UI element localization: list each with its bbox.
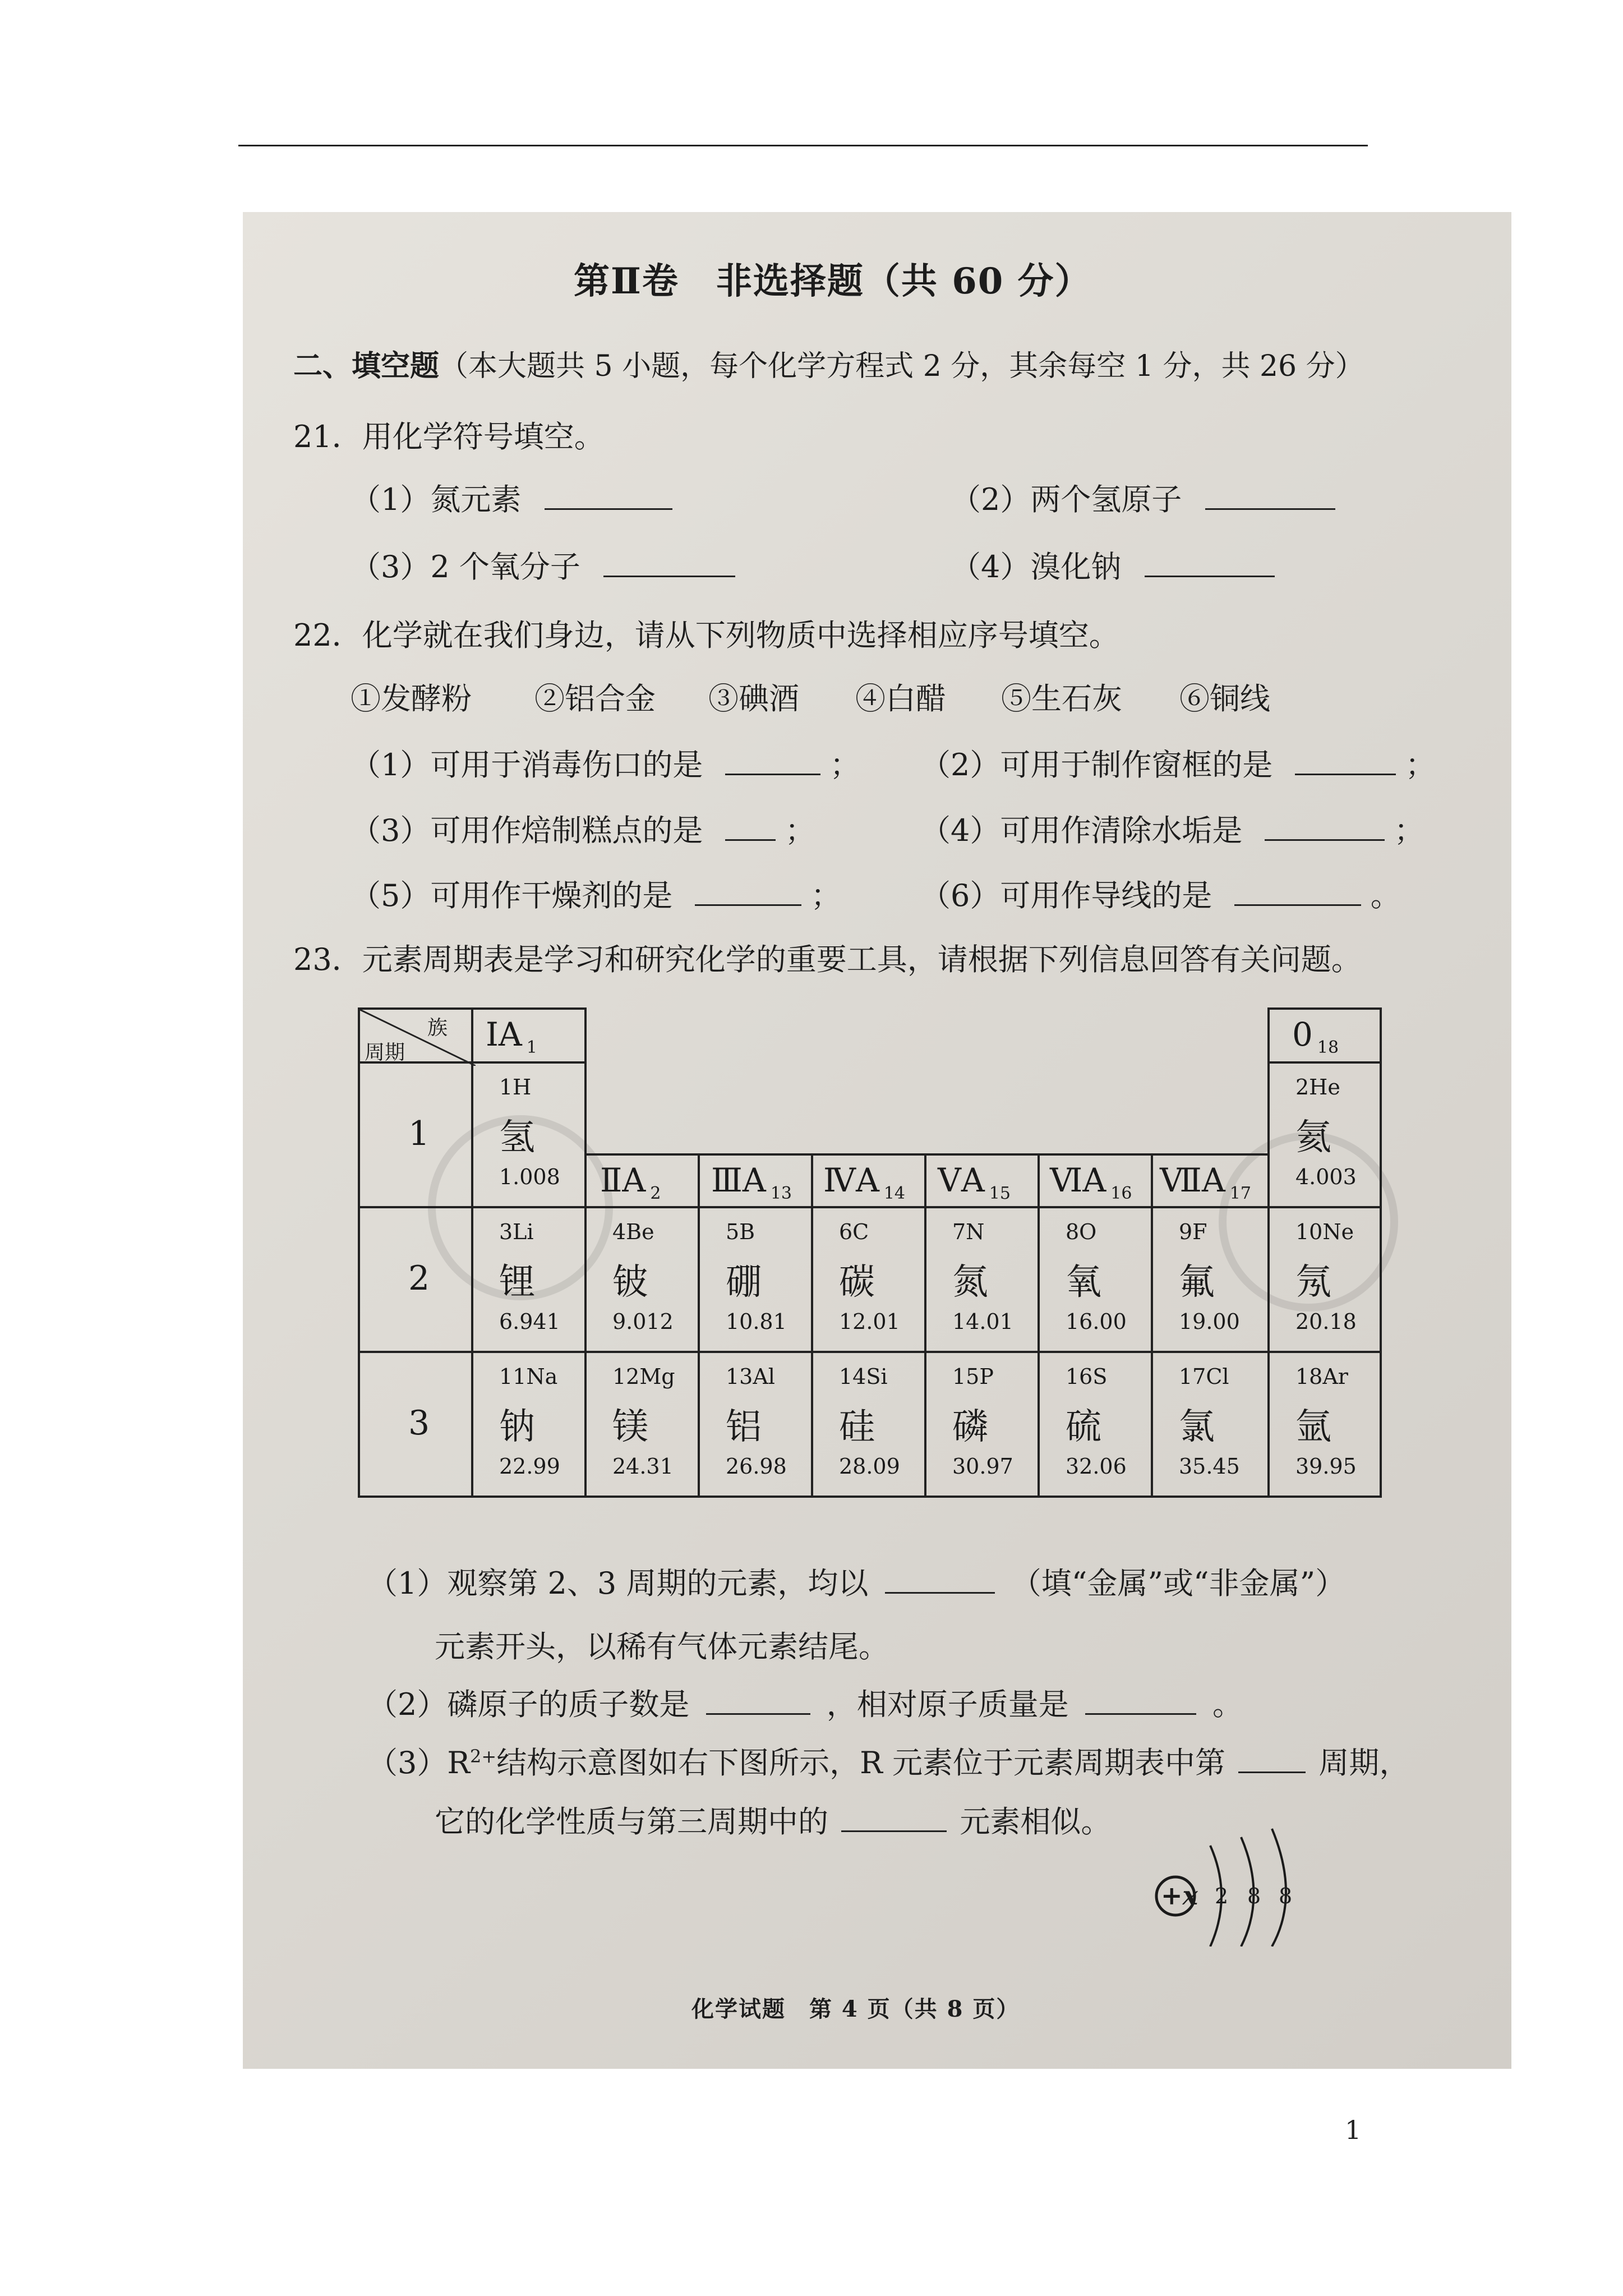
answer-blank[interactable] bbox=[1085, 1709, 1196, 1715]
group-header-via bbox=[1038, 1153, 1153, 1208]
element-mass: 28.09 bbox=[839, 1454, 900, 1479]
q23-stem: 23．元素周期表是学习和研究化学的重要工具，请根据下列信息回答有关问题。 bbox=[293, 942, 1362, 977]
element-name: 硫 bbox=[1066, 1406, 1101, 1448]
group-header-ia bbox=[471, 1007, 587, 1064]
period-label: 2 bbox=[408, 1259, 430, 1298]
period-cell-2 bbox=[358, 1206, 473, 1353]
q22-option-5: ⑤生石灰 bbox=[1001, 681, 1122, 716]
group-header-0 bbox=[1267, 1007, 1382, 1064]
element-mass: 30.97 bbox=[952, 1454, 1013, 1479]
element-symbol: 7N bbox=[952, 1220, 985, 1244]
q22-option-1: ①发酵粉 bbox=[351, 681, 472, 716]
element-mass: 9.012 bbox=[612, 1309, 674, 1334]
element-name: 硅 bbox=[839, 1406, 875, 1448]
group-label: ⅡA $_2$ bbox=[600, 1161, 661, 1203]
q22-item-6-label: （6）可用作导线的是 bbox=[920, 878, 1212, 913]
q22-stem: 22．化学就在我们身边，请从下列物质中选择相应序号填空。 bbox=[293, 618, 1119, 653]
q22-option-3: ③碘酒 bbox=[708, 681, 799, 716]
section-heading-label: 二、填空题 bbox=[293, 349, 440, 383]
group-header-iiia bbox=[698, 1153, 813, 1208]
q23-sub3-line2 bbox=[435, 1798, 1111, 1841]
group-label: ⅥA $_{16}$ bbox=[1050, 1161, 1132, 1203]
group-label: ⅣA $_{14}$ bbox=[823, 1161, 906, 1203]
answer-blank[interactable] bbox=[1145, 572, 1275, 577]
answer-blank[interactable] bbox=[885, 1588, 995, 1594]
answer-blank[interactable] bbox=[706, 1709, 810, 1715]
q23-sub3-text-e: 元素相似。 bbox=[960, 1804, 1112, 1839]
answer-blank[interactable] bbox=[841, 1826, 947, 1832]
element-name: 氩 bbox=[1295, 1406, 1331, 1448]
atom-shell-count: 8 bbox=[1279, 1884, 1293, 1908]
element-mass: 12.01 bbox=[839, 1309, 900, 1334]
q22-item-1 bbox=[351, 741, 860, 784]
group-header-iia bbox=[584, 1153, 700, 1208]
element-cell-cl bbox=[1151, 1351, 1270, 1498]
q22-item-5 bbox=[351, 872, 841, 915]
answer-blank[interactable] bbox=[1265, 835, 1385, 841]
atom-structure-diagram bbox=[1149, 1818, 1311, 1947]
q22-semicolon: ； bbox=[810, 878, 841, 913]
element-name: 氯 bbox=[1179, 1406, 1215, 1448]
q23-sub2-text-c: 。 bbox=[1212, 1687, 1243, 1722]
element-symbol: 3Li bbox=[499, 1220, 534, 1244]
element-cell-ne bbox=[1267, 1206, 1382, 1353]
q23-sub3-text-b: 结构示意图如右下图所示，R 元素位于元素周期表中第 bbox=[496, 1745, 1226, 1780]
element-cell-h bbox=[471, 1061, 587, 1208]
element-symbol: 11Na bbox=[499, 1364, 558, 1389]
element-symbol: 8O bbox=[1066, 1220, 1097, 1244]
element-cell-n bbox=[924, 1206, 1040, 1353]
element-name: 锂 bbox=[499, 1262, 535, 1303]
element-cell-p bbox=[924, 1351, 1040, 1498]
element-mass: 6.941 bbox=[499, 1309, 560, 1334]
q21-stem: 21．用化学符号填空。 bbox=[293, 419, 605, 454]
element-mass: 20.18 bbox=[1295, 1309, 1357, 1334]
q23-sub1-text-b: （填“金属”或“非金属”） bbox=[1011, 1566, 1346, 1601]
corner-group-label: 族 bbox=[427, 1016, 448, 1039]
q21-item-3 bbox=[351, 543, 735, 586]
q21-item-1-label: （1）氮元素 bbox=[351, 482, 522, 517]
q22-item-1-label: （1）可用于消毒伤口的是 bbox=[351, 747, 703, 783]
element-name: 碳 bbox=[839, 1262, 875, 1303]
element-mass: 14.01 bbox=[952, 1309, 1013, 1334]
section-title: 第Ⅱ卷 非选择题（共 60 分） bbox=[574, 260, 1092, 302]
group-header-viia bbox=[1151, 1153, 1270, 1208]
exam-page-photo bbox=[243, 212, 1511, 2069]
element-cell-he bbox=[1267, 1061, 1382, 1208]
element-name: 氢 bbox=[499, 1117, 535, 1158]
element-symbol: 10Ne bbox=[1295, 1220, 1354, 1244]
element-name: 氦 bbox=[1295, 1117, 1331, 1158]
period-label: 1 bbox=[408, 1114, 430, 1153]
group-header-iva bbox=[811, 1153, 926, 1208]
answer-blank[interactable] bbox=[545, 504, 672, 510]
period-cell-3 bbox=[358, 1351, 473, 1498]
element-name: 氮 bbox=[952, 1262, 988, 1303]
answer-blank[interactable] bbox=[695, 900, 801, 906]
element-symbol: 6C bbox=[839, 1220, 869, 1244]
atom-shell-count: 2 bbox=[1215, 1884, 1229, 1908]
element-name: 氧 bbox=[1066, 1262, 1101, 1303]
element-cell-na bbox=[471, 1351, 587, 1498]
answer-blank[interactable] bbox=[725, 835, 776, 841]
q23-sub3-charge: 2+ bbox=[470, 1746, 497, 1767]
element-mass: 19.00 bbox=[1179, 1309, 1240, 1334]
q21-item-4-label: （4）溴化钠 bbox=[951, 549, 1122, 585]
q22-item-2 bbox=[920, 741, 1436, 784]
q23-sub2 bbox=[367, 1681, 1243, 1724]
q21-item-4 bbox=[951, 543, 1275, 586]
q22-item-6 bbox=[920, 872, 1401, 915]
element-cell-al bbox=[698, 1351, 813, 1498]
element-mass: 22.99 bbox=[499, 1454, 560, 1479]
element-cell-si bbox=[811, 1351, 926, 1498]
element-symbol: 4Be bbox=[612, 1220, 654, 1244]
element-mass: 10.81 bbox=[726, 1309, 787, 1334]
q22-semicolon: ； bbox=[1394, 813, 1424, 848]
q22-period: 。 bbox=[1370, 878, 1401, 913]
q23-sub3-text-a: （3）R bbox=[367, 1745, 471, 1780]
answer-blank[interactable] bbox=[1238, 1768, 1306, 1773]
element-mass: 32.06 bbox=[1066, 1454, 1127, 1479]
q22-option-2: ②铝合金 bbox=[534, 681, 656, 716]
element-mass: 26.98 bbox=[726, 1454, 787, 1479]
q22-item-2-label: （2）可用于制作窗框的是 bbox=[920, 747, 1273, 783]
page-number: 1 bbox=[1345, 2115, 1362, 2145]
element-cell-c bbox=[811, 1206, 926, 1353]
q21-item-2 bbox=[951, 476, 1335, 519]
q21-item-3-label: （3）2 个氧分子 bbox=[351, 549, 580, 585]
q21-item-1 bbox=[351, 476, 672, 519]
element-mass: 39.95 bbox=[1295, 1454, 1357, 1479]
table-corner-cell bbox=[358, 1007, 473, 1064]
atom-shell-count: 8 bbox=[1247, 1884, 1261, 1908]
element-symbol: 13Al bbox=[726, 1364, 775, 1389]
element-mass: 1.008 bbox=[499, 1165, 560, 1189]
element-name: 磷 bbox=[952, 1406, 988, 1448]
element-mass: 35.45 bbox=[1179, 1454, 1240, 1479]
element-cell-li bbox=[471, 1206, 587, 1353]
element-mass: 4.003 bbox=[1295, 1165, 1357, 1189]
element-symbol: 16S bbox=[1066, 1364, 1108, 1389]
q22-option-4: ④白醋 bbox=[855, 681, 946, 716]
group-label: 0 $_{18}$ bbox=[1292, 1015, 1339, 1057]
q22-option-6: ⑥铜线 bbox=[1179, 681, 1270, 716]
answer-blank[interactable] bbox=[1295, 770, 1396, 775]
section-heading-note: （本大题共 5 小题，每个化学方程式 2 分，其余每空 1 分，共 26 分） bbox=[439, 349, 1364, 383]
q22-semicolon: ； bbox=[829, 747, 860, 783]
element-mass: 16.00 bbox=[1066, 1309, 1127, 1334]
element-name: 氟 bbox=[1179, 1262, 1215, 1303]
element-symbol: 5B bbox=[726, 1220, 755, 1244]
group-label: ⅢA $_{13}$ bbox=[711, 1161, 792, 1203]
element-cell-mg bbox=[584, 1351, 700, 1498]
q23-sub1-line1 bbox=[367, 1559, 1345, 1603]
element-symbol: 9F bbox=[1179, 1220, 1207, 1244]
q23-sub2-text-b: ，相对原子质量是 bbox=[826, 1687, 1069, 1722]
q23-sub3-text-d: 它的化学性质与第三周期中的 bbox=[435, 1804, 828, 1839]
element-name: 钠 bbox=[499, 1406, 535, 1448]
answer-blank[interactable] bbox=[1205, 504, 1335, 510]
element-symbol: 2He bbox=[1295, 1075, 1340, 1099]
element-symbol: 17Cl bbox=[1179, 1364, 1229, 1389]
section-heading bbox=[293, 342, 1364, 384]
element-cell-b bbox=[698, 1206, 813, 1353]
q22-semicolon: ； bbox=[1405, 747, 1436, 783]
q23-sub3-line1 bbox=[367, 1739, 1409, 1782]
q22-item-4-label: （4）可用作清除水垢是 bbox=[920, 813, 1243, 848]
element-symbol: 14Si bbox=[839, 1364, 888, 1389]
group-header-va bbox=[924, 1153, 1040, 1208]
element-symbol: 15P bbox=[952, 1364, 994, 1389]
header-rule bbox=[238, 145, 1368, 146]
element-cell-s bbox=[1038, 1351, 1153, 1498]
group-label: ⅠA $_1$ bbox=[486, 1015, 537, 1057]
q21-item-2-label: （2）两个氢原子 bbox=[951, 482, 1182, 517]
q22-item-3-label: （3）可用作焙制糕点的是 bbox=[351, 813, 703, 848]
period-label: 3 bbox=[408, 1404, 430, 1443]
element-name: 铍 bbox=[612, 1262, 648, 1303]
q23-sub1-line2: 元素开头，以稀有气体元素结尾。 bbox=[435, 1629, 889, 1664]
element-name: 铝 bbox=[726, 1406, 762, 1448]
element-cell-ar bbox=[1267, 1351, 1382, 1498]
q22-item-3 bbox=[351, 807, 815, 850]
q23-sub2-text-a: （2）磷原子的质子数是 bbox=[367, 1687, 690, 1722]
periodic-table bbox=[358, 1007, 1382, 1568]
element-symbol: 18Ar bbox=[1295, 1364, 1348, 1389]
q23-sub1-text-a: （1）观察第 2、3 周期的元素，均以 bbox=[367, 1566, 869, 1601]
answer-blank[interactable] bbox=[1234, 900, 1361, 906]
answer-blank[interactable] bbox=[603, 572, 735, 577]
element-name: 氖 bbox=[1295, 1262, 1331, 1303]
element-name: 硼 bbox=[726, 1262, 762, 1303]
element-symbol: 1H bbox=[499, 1075, 532, 1099]
atom-nucleus-label: +x bbox=[1161, 1880, 1198, 1911]
element-cell-o bbox=[1038, 1206, 1153, 1353]
element-cell-be bbox=[584, 1206, 700, 1353]
q22-semicolon: ； bbox=[785, 813, 815, 848]
exam-page-footer: 化学试题 第 4 页（共 8 页） bbox=[691, 1996, 1020, 2022]
element-name: 镁 bbox=[612, 1406, 648, 1448]
element-mass: 24.31 bbox=[612, 1454, 674, 1479]
q23-sub3-text-c: 周期， bbox=[1318, 1745, 1410, 1780]
group-label: ⅦA $_{17}$ bbox=[1160, 1161, 1251, 1203]
answer-blank[interactable] bbox=[725, 770, 820, 775]
period-cell-1 bbox=[358, 1061, 473, 1208]
element-cell-f bbox=[1151, 1206, 1270, 1353]
q22-item-5-label: （5）可用作干燥剂的是 bbox=[351, 878, 673, 913]
q22-item-4 bbox=[920, 807, 1424, 850]
corner-period-label: 周期 bbox=[365, 1041, 405, 1064]
element-symbol: 12Mg bbox=[612, 1364, 675, 1389]
group-label: ⅤA $_{15}$ bbox=[938, 1161, 1011, 1203]
